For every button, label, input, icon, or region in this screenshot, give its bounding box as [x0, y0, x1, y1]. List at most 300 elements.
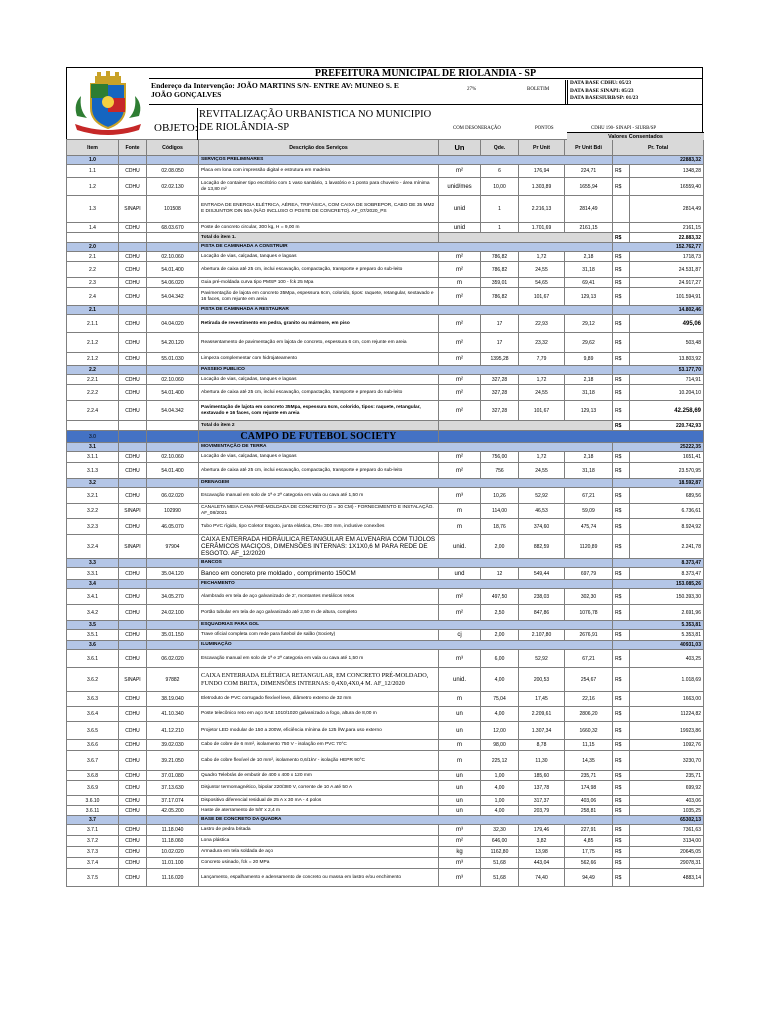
unidade: m³	[439, 825, 481, 836]
quantidade: 646,00	[481, 836, 519, 847]
table-header-row	[67, 140, 704, 156]
boletim-label: BOLETIM	[527, 87, 550, 92]
empty-cell	[147, 580, 199, 589]
table-row	[67, 463, 704, 479]
descricao: Trave oficial completa com rede para futebol de salão (Society)	[199, 630, 439, 641]
empty-cell	[439, 233, 613, 243]
empty-cell	[67, 421, 119, 431]
item-number: 2.2.4	[67, 401, 119, 421]
item-number: 3.3.1	[67, 568, 119, 580]
quantidade: 51,68	[481, 869, 519, 887]
preco-unitario: 52,92	[519, 488, 565, 504]
preco-unitario: 1,72	[519, 452, 565, 463]
quantidade: 51,68	[481, 858, 519, 869]
fonte: CDHU	[119, 262, 147, 278]
descricao: Escavação manual em solo de 1ª e 2ª categoria em vala ou cava até 1,50 m	[199, 488, 439, 504]
item-number: 3.6.2	[67, 668, 119, 692]
quantidade: 1	[481, 196, 519, 223]
preco-unitario: 2.209,61	[519, 707, 565, 722]
fonte: CDHU	[119, 333, 147, 353]
preco-total: 5.353,81	[630, 630, 704, 641]
table-row	[67, 252, 704, 262]
fonte: CDHU	[119, 781, 147, 796]
section-title: PASSEIO PUBLICO	[199, 366, 613, 375]
section-total: 65302,13	[613, 816, 704, 825]
codigo: 02.10.060	[147, 452, 199, 463]
unidade: unid.	[439, 535, 481, 559]
table-row	[67, 740, 704, 751]
item-number: 3.6.9	[67, 781, 119, 796]
quantidade: 786,82	[481, 252, 519, 262]
table-row	[67, 781, 704, 796]
codigo: 34.05.270	[147, 589, 199, 605]
currency-symbol: R$	[613, 535, 630, 559]
preco-total: 2.241,78	[630, 535, 704, 559]
descricao: Retirada de revestimento em pedra, granito ou mármore, em piso	[199, 315, 439, 333]
currency-symbol: R$	[613, 825, 630, 836]
unidade: m	[439, 740, 481, 751]
preco-total: 8.924,92	[630, 519, 704, 535]
object-label: OBJETO:	[154, 122, 198, 134]
empty-cell	[147, 443, 199, 452]
codigo: 02.10.060	[147, 252, 199, 262]
currency-symbol: R$	[613, 488, 630, 504]
preco-unitario-bdi: 14,35	[565, 751, 613, 771]
codigo: 38.19.040	[147, 692, 199, 707]
quantidade: 327,28	[481, 401, 519, 421]
codigo: 24.02.100	[147, 605, 199, 621]
item-number: 3.2.1	[67, 488, 119, 504]
preco-unitario-bdi: 2,18	[565, 452, 613, 463]
currency-symbol: R$	[613, 605, 630, 621]
preco-unitario: 24,55	[519, 262, 565, 278]
empty-cell	[147, 421, 199, 431]
item-number: 3.5	[67, 621, 119, 630]
quantidade: 359,01	[481, 278, 519, 288]
fonte: CDHU	[119, 605, 147, 621]
preco-total: 689,56	[630, 488, 704, 504]
com-desoneracao-label: COM DESONERAÇÃO	[453, 126, 501, 131]
empty-cell	[119, 580, 147, 589]
preco-unitario: 1,72	[519, 375, 565, 385]
empty-cell	[119, 479, 147, 488]
empty-cell	[119, 233, 147, 243]
preco-unitario-bdi: 224,71	[565, 165, 613, 178]
municipal-crest-icon	[69, 70, 147, 138]
table-row	[67, 353, 704, 366]
descricao: Reassentamento de pavimentação em lajota de concreto, espessura 6 cm, com rejunte em areia	[199, 333, 439, 353]
preco-total: 11224,82	[630, 707, 704, 722]
currency-symbol: R$	[613, 504, 630, 519]
codigo: 10.02.020	[147, 847, 199, 858]
currency-symbol	[613, 223, 630, 233]
fonte: CDHU	[119, 589, 147, 605]
item-number: 1.2	[67, 178, 119, 196]
preco-unitario: 24,55	[519, 385, 565, 401]
quantidade: 10,00	[481, 178, 519, 196]
item-number: 1.3	[67, 196, 119, 223]
fonte: CDHU	[119, 869, 147, 887]
preco-total: 403,25	[630, 650, 704, 668]
fonte: CDHU	[119, 288, 147, 306]
currency-symbol: R$	[613, 630, 630, 641]
quantidade: 786,82	[481, 288, 519, 306]
table-row	[67, 836, 704, 847]
col-descricao: Descrição dos Serviços	[199, 140, 439, 156]
item-number: 2.2.2	[67, 385, 119, 401]
fonte: CDHU	[119, 375, 147, 385]
table-row	[67, 385, 704, 401]
preco-total: 42.258,69	[630, 401, 704, 421]
preco-unitario: 1.303,89	[519, 178, 565, 196]
fonte: CDHU	[119, 568, 147, 580]
col-qde: Qde.	[481, 140, 519, 156]
section-title: ILUMINAÇÃO	[199, 641, 613, 650]
descricao: Locação de vias, calçadas, tanques e lagoas	[199, 252, 439, 262]
total-label: Total do item 2	[199, 421, 439, 431]
codigo: 37.13.630	[147, 781, 199, 796]
item-number: 2.1.2	[67, 353, 119, 366]
descricao: Pavimentação de lajota em concreto 35Mpa, espessura 6cm, colorido, tipos: raquete, retangular, sextavado e 16 faces, com rejunte em areia	[199, 288, 439, 306]
unidade: unid	[439, 196, 481, 223]
preco-unitario: 443,04	[519, 858, 565, 869]
codigo: 68.03.670	[147, 223, 199, 233]
quantidade: 12	[481, 568, 519, 580]
quantidade: 4,00	[481, 707, 519, 722]
section-title: BANCOS	[199, 559, 613, 568]
quantidade: 4,00	[481, 806, 519, 816]
empty-cell	[119, 641, 147, 650]
item-number: 3.7.3	[67, 847, 119, 858]
codigo: 97904	[147, 535, 199, 559]
unidade: un	[439, 806, 481, 816]
descricao: CAIXA ENTERRADA HIDRÁULICA RETANGULAR EM ALVENARIA COM TIJOLOS CERÂMICOS MACIÇOS, DIMENSÕES INTERNAS: 1X1X0,6 M PARA REDE DE ESGOTO. AF_12/2020	[199, 535, 439, 559]
item-number: 2.2.1	[67, 375, 119, 385]
col-codigos: Códigos	[147, 140, 199, 156]
preco-unitario-bdi: 2,18	[565, 375, 613, 385]
item-number: 2.2	[67, 262, 119, 278]
codigo: 54.04.342	[147, 288, 199, 306]
unidade: un	[439, 781, 481, 796]
quantidade: 10,26	[481, 488, 519, 504]
section-total: 5.353,81	[613, 621, 704, 630]
table-row	[67, 452, 704, 463]
descricao: Abertura de caixa até 25 cm, inclui escavação, compactação, transporte e preparo do sub-leito	[199, 262, 439, 278]
table-row	[67, 504, 704, 519]
codigo: 37.17.074	[147, 796, 199, 806]
codigo: 11.16.020	[147, 869, 199, 887]
quantidade: 1395,28	[481, 353, 519, 366]
preco-unitario: 179,46	[519, 825, 565, 836]
item-number: 3.4.2	[67, 605, 119, 621]
codigo: 46.05.070	[147, 519, 199, 535]
codigo: 55.01.030	[147, 353, 199, 366]
quantidade: 114,00	[481, 504, 519, 519]
preco-unitario: 549,44	[519, 568, 565, 580]
currency-symbol: R$	[613, 751, 630, 771]
preco-total: 4883,14	[630, 869, 704, 887]
codigo: 35.01.150	[147, 630, 199, 641]
unidade: m²	[439, 401, 481, 421]
section-title: PISTA DE CAMINHADA A CONSTRUIR	[199, 243, 613, 252]
preco-total: 2814,49	[630, 196, 704, 223]
preco-total: 235,71	[630, 771, 704, 781]
preco-unitario-bdi: 129,13	[565, 288, 613, 306]
section-row	[67, 580, 704, 589]
empty-cell	[147, 641, 199, 650]
quantidade: 1,00	[481, 771, 519, 781]
item-number: 3.1.1	[67, 452, 119, 463]
codigo: 41.10.340	[147, 707, 199, 722]
col-pr-unit: Pr Unit	[519, 140, 565, 156]
quantidade: 327,28	[481, 385, 519, 401]
preco-unitario-bdi: 2814,49	[565, 196, 613, 223]
descricao: CAIXA ENTERRADA ELÉTRICA RETANGULAR, EM CONCRETO PRÉ-MOLDADO, FUNDO COM BRITA, DIMENSÕES INTERNAS: 0,4X0,4X0,4 M. AF_12/2020	[199, 668, 439, 692]
item-number: 3.2.2	[67, 504, 119, 519]
fonte: CDHU	[119, 825, 147, 836]
preco-unitario: 22,93	[519, 315, 565, 333]
preco-total: 1348,28	[630, 165, 704, 178]
empty-cell	[119, 243, 147, 252]
item-number: 3.0	[67, 431, 119, 443]
descricao: Armadura em tela soldada de aço	[199, 847, 439, 858]
fonte: CDHU	[119, 165, 147, 178]
unidade: unid/mes	[439, 178, 481, 196]
codigo: 06.02.020	[147, 650, 199, 668]
fonte: CDHU	[119, 315, 147, 333]
preco-unitario: 54,65	[519, 278, 565, 288]
fonte: CDHU	[119, 847, 147, 858]
item-number: 3.6	[67, 641, 119, 650]
base-dates	[567, 80, 704, 104]
item-number: 2.4	[67, 288, 119, 306]
unidade: m²	[439, 333, 481, 353]
currency-symbol: R$	[613, 589, 630, 605]
section-total: 152.762,77	[613, 243, 704, 252]
codigo: 04.04.020	[147, 315, 199, 333]
preco-total: 8.373,47	[630, 568, 704, 580]
unidade: m²	[439, 836, 481, 847]
table-row	[67, 751, 704, 771]
currency-symbol: R$	[613, 333, 630, 353]
section-row	[67, 243, 704, 252]
item-number: 1.1	[67, 165, 119, 178]
date-sinapi: DATA BASE SINAPI: 05/23	[570, 87, 634, 94]
preco-unitario-bdi: 235,71	[565, 771, 613, 781]
item-number: 3.6.5	[67, 722, 119, 740]
currency-symbol: R$	[613, 421, 630, 431]
empty-cell	[147, 621, 199, 630]
codigo: 37.01.080	[147, 771, 199, 781]
preco-total: 3134,00	[630, 836, 704, 847]
currency-symbol: R$	[613, 178, 630, 196]
table-row	[67, 806, 704, 816]
preco-total: 29078,31	[630, 858, 704, 869]
preco-unitario: 1,72	[519, 252, 565, 262]
preco-unitario-bdi: 403,06	[565, 796, 613, 806]
preco-total: 3230,70	[630, 751, 704, 771]
empty-cell	[119, 621, 147, 630]
unidade: m	[439, 519, 481, 535]
item-number: 2.1.2	[67, 333, 119, 353]
fonte: CDHU	[119, 796, 147, 806]
descricao: Banco em concreto pre moldado , comprimento 150CM	[199, 568, 439, 580]
preco-unitario: 374,60	[519, 519, 565, 535]
quantidade: 17	[481, 315, 519, 333]
preco-unitario-bdi: 254,67	[565, 668, 613, 692]
preco-total: 699,92	[630, 781, 704, 796]
empty-cell	[147, 306, 199, 315]
fonte: CDHU	[119, 519, 147, 535]
preco-total: 1035,25	[630, 806, 704, 816]
item-number: 3.6.1	[67, 650, 119, 668]
item-number: 3.6.3	[67, 692, 119, 707]
pontos-label: PONTOS	[535, 126, 554, 131]
preco-total: 1718,73	[630, 252, 704, 262]
currency-symbol: R$	[613, 771, 630, 781]
descricao: Projetor LED modular de 150 a 200W, eficiência mínima de 125 l/W,para uso externo	[199, 722, 439, 740]
fonte: SINAPI	[119, 504, 147, 519]
table-row	[67, 722, 704, 740]
empty-cell	[119, 443, 147, 452]
section-row	[67, 306, 704, 315]
currency-symbol: R$	[613, 463, 630, 479]
unidade: un	[439, 771, 481, 781]
item-number: 3.6.11	[67, 806, 119, 816]
item-number: 3.1.3	[67, 463, 119, 479]
preco-total: 403,06	[630, 796, 704, 806]
item-number: 3.1	[67, 443, 119, 452]
table-row	[67, 333, 704, 353]
quantidade: 75,04	[481, 692, 519, 707]
item-number: 2.0	[67, 243, 119, 252]
codigo: 54.04.342	[147, 401, 199, 421]
table-row	[67, 488, 704, 504]
descricao: Pavimentação de lajota em concreto 35Mpa, espessura 6cm, colorido, tipos: raquete, retangular, sextavado e 16 faces, com rejunte em areia	[199, 401, 439, 421]
fonte: CDHU	[119, 385, 147, 401]
preco-unitario-bdi: 227,91	[565, 825, 613, 836]
item-number: 3.2.3	[67, 519, 119, 535]
unidade: und	[439, 568, 481, 580]
section-title: SERVIÇOS PRELIMINARES	[199, 156, 613, 165]
fonte: CDHU	[119, 806, 147, 816]
empty-cell	[119, 306, 147, 315]
quantidade: 327,28	[481, 375, 519, 385]
currency-symbol: R$	[613, 452, 630, 463]
currency-symbol: R$	[613, 401, 630, 421]
currency-symbol: R$	[613, 262, 630, 278]
table-row	[67, 630, 704, 641]
section-total: 153.085,26	[613, 580, 704, 589]
preco-unitario: 74,40	[519, 869, 565, 887]
preco-unitario-bdi: 1660,32	[565, 722, 613, 740]
empty-cell	[147, 243, 199, 252]
section-title: PISTA DE CAMINHADA A RESTAURAR	[199, 306, 613, 315]
table-row	[67, 796, 704, 806]
item-number: 3.2	[67, 479, 119, 488]
section-row	[67, 479, 704, 488]
unidade: m²	[439, 589, 481, 605]
table-row	[67, 519, 704, 535]
section-title: BASE DE CONCRETO DA QUADRA	[199, 816, 613, 825]
unidade: m²	[439, 385, 481, 401]
item-number: 2.3	[67, 278, 119, 288]
section-total: 8.373,47	[613, 559, 704, 568]
table-row	[67, 223, 704, 233]
preco-unitario-bdi: 59,09	[565, 504, 613, 519]
preco-unitario-bdi: 302,30	[565, 589, 613, 605]
item-number: 3.3	[67, 559, 119, 568]
item-number: 3.7.5	[67, 869, 119, 887]
preco-unitario-bdi: 1120,89	[565, 535, 613, 559]
section-title: MOVIMENTAÇÃO DE TERRA	[199, 443, 613, 452]
fonte: CDHU	[119, 630, 147, 641]
currency-symbol: R$	[613, 568, 630, 580]
preco-unitario-bdi: 1076,78	[565, 605, 613, 621]
fonte: CDHU	[119, 252, 147, 262]
quantidade: 17	[481, 333, 519, 353]
preco-total: 6.736,61	[630, 504, 704, 519]
descricao: CANALETA MEIA CANA PRÉ-MOLDADA DE CONCRETO (D = 30 CM) - FORNECIMENTO E INSTALAÇÃO. AF_08/2021	[199, 504, 439, 519]
item-number: 2.1.1	[67, 315, 119, 333]
currency-symbol: R$	[613, 288, 630, 306]
codigo: 54.01.400	[147, 385, 199, 401]
date-siurb: DATA BASESIURB/SP: 01/23	[570, 95, 639, 101]
quantidade: 786,82	[481, 262, 519, 278]
unidade: m	[439, 751, 481, 771]
preco-total: 101.594,91	[630, 288, 704, 306]
preco-unitario-bdi: 129,13	[565, 401, 613, 421]
preco-unitario-bdi: 31,18	[565, 262, 613, 278]
quantidade: 225,12	[481, 751, 519, 771]
preco-unitario: 882,59	[519, 535, 565, 559]
preco-total: 24.531,87	[630, 262, 704, 278]
unidade: m²	[439, 262, 481, 278]
preco-unitario: 101,67	[519, 401, 565, 421]
descricao: Portão tubular em tela de aço galvanizado até 2,50 m de altura, completo	[199, 605, 439, 621]
codigo: 54.20.120	[147, 333, 199, 353]
quantidade: 32,30	[481, 825, 519, 836]
descricao: Eletroduto de PVC corrugado flexível leve, diâmetro externo de 32 mm	[199, 692, 439, 707]
descricao: Poste telecônico reto em aço SAE 1010/1020 galvanizado a fogo, altura de 8,00 m	[199, 707, 439, 722]
codigo: 35.04.120	[147, 568, 199, 580]
item-number: 3.6.8	[67, 771, 119, 781]
preco-unitario: 23,32	[519, 333, 565, 353]
unidade: m	[439, 504, 481, 519]
preco-unitario-bdi: 4,85	[565, 836, 613, 847]
fonte: CDHU	[119, 463, 147, 479]
item-number: 3.6.10	[67, 796, 119, 806]
currency-symbol: R$	[613, 806, 630, 816]
section-row	[67, 443, 704, 452]
col-un: Un	[439, 140, 481, 156]
table-row	[67, 568, 704, 580]
preco-unitario-bdi: 475,74	[565, 519, 613, 535]
fonte: CDHU	[119, 353, 147, 366]
descricao: Concreto usinado, fck = 20 MPa	[199, 858, 439, 869]
item-number: 3.7.1	[67, 825, 119, 836]
preco-unitario: 317,37	[519, 796, 565, 806]
empty-cell	[439, 421, 613, 431]
descricao: Haste de aterramento de 5/8' x 2,4 m	[199, 806, 439, 816]
preco-total: 1.018,69	[630, 668, 704, 692]
fonte: SINAPI	[119, 196, 147, 223]
currency-symbol: R$	[613, 781, 630, 796]
unidade: unid.	[439, 668, 481, 692]
section-row	[67, 559, 704, 568]
preco-unitario-bdi: 2806,20	[565, 707, 613, 722]
codigo: 101508	[147, 196, 199, 223]
